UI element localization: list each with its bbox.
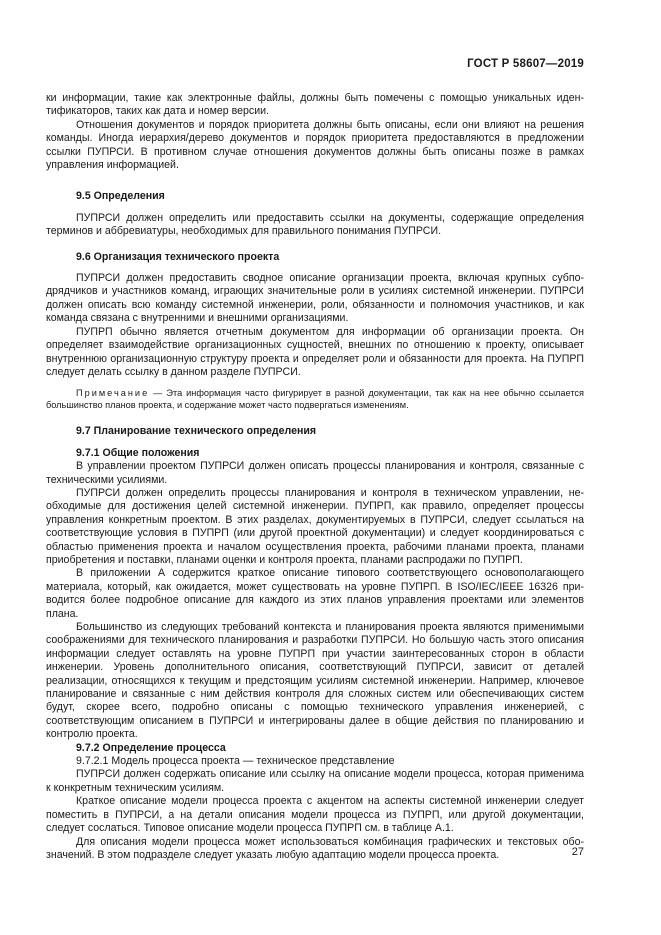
- paragraph: Для описания модели процесса может использоваться комбинация графических и текстовых обозначений. В этом подразделе следует указать любую адаптацию модели процесса проекта.: [46, 835, 584, 861]
- paragraph: ПУПРП обычно является отчетным документом для информации об организации проекта. Он определяет взаимодействие организационных сущностей, внешних по отношению к проекту, описывает внутреннюю организационную структуру проекта и определяет роли и обязанности для проекта. На ПУПРП следует делать ссылку в данном разделе ПУПРСИ.: [46, 325, 584, 378]
- section-heading-9-7: 9.7 Планирование технического определения: [76, 425, 317, 438]
- paragraph: Большинство из следующих требований контекста и планирования проекта являются применимыми соображениями для технического планирования и разработки ПУПРСИ. Но большую часть этого описания информации следует оставлять на уровне ПУПРП при участии заинтересованных сторон в области инженерии. Уровень дополнительного описания, соответствующий ПУПРСИ, зависит от деталей реализации, относящихся к текущим и предстоящим усилиям системной инженерии. Например, ключевое планирование и связанные с ним действия контроля для сложных систем или обеспечивающих систем будут, скорее всего, подробно описаны с помощью технического управления инженерией, с соответствующим описанием в ПУПРСИ и интегрированы далее в общие действия по планированию и контролю проекта.: [46, 621, 584, 741]
- document-code-header: ГОСТ Р 58607—2019: [467, 58, 584, 70]
- section-heading-9-6: 9.6 Организация технического проекта: [76, 250, 280, 263]
- page-number: 27: [571, 846, 584, 858]
- paragraph: ПУПРСИ должен предоставить сводное описание организации проекта, включая крупных субподрядчиков и участников команд, играющих значительные роли в усилиях системной инженерии. ПУПРСИ должен описать всю команду системной инженерии, роли, обязанности и полномочия участников, и как команда связана с внутренними и внешними организациями.: [46, 272, 584, 325]
- paragraph: ки информации, такие как электронные файлы, должны быть помечены с помощью уникальных идентификаторов, таких как дата и номер версии.: [46, 92, 584, 118]
- section-heading-9-5: 9.5 Определения: [76, 190, 165, 203]
- note-text: — Эта информация часто фигурирует в разной документации, так как на нее обычно ссылается большинство планов проекта, и содержание может часто подвергаться изменениям.: [46, 388, 584, 411]
- paragraph: Краткое описание модели процесса проекта с акцентом на аспекты системной инженерии следует поместить в ПУПРСИ, а на детали описания модели процесса из ПУПРП, или другой документации, следует сослаться. Типовое описание модели процесса ПУПРП см. в таблице А.1.: [46, 795, 584, 835]
- paragraph: В приложении А содержится краткое описание типового соответствующего основополагающего материала, который, как ожидается, может существовать на уровне ПУПРП. В ISO/IEC/IEEE 16326 приводится более подробное описание для каждого из этих планов управления проектами или элементов плана.: [46, 567, 584, 620]
- subsubsection-heading-9-7-2-1: 9.7.2.1 Модель процесса проекта — техническое представление: [76, 755, 395, 768]
- paragraph: Отношения документов и порядок приоритета должны быть описаны, если они влияют на решения команды. Иногда иерархия/дерево документов и порядок приоритета предоставляются в предложении ссылки ПУПРСИ. В противном случае отношения документов должны быть описаны позже в рамках управления информацией.: [46, 118, 584, 172]
- paragraph: ПУПРСИ должен определить или предоставить ссылки на документы, содержащие определения терминов и аббревиатуры, необходимых для правильного понимания ПУПРСИ.: [46, 211, 584, 238]
- note-label: Примечание: [76, 388, 150, 399]
- paragraph: ПУПРСИ должен определить процессы планирования и контроля в техническом управлении, необходимые для достижения целей системной инженерии. ПУПРП, как правило, определяет процессы управления конкретным проектом. В этих разделах, документируемых в ПУПРСИ, следует ссылаться на соответствующие условия в ПУПРП (или другой проектной документации) и следует координироваться с областью применения проекта и началом осуществления проекта, рабочими планами проекта, планами приобретения и поставки, планами оценки и контроля проекта, планами распродажи по ПУПРП.: [46, 486, 584, 566]
- document-body: [46, 92, 584, 862]
- note: [46, 387, 584, 411]
- subsection-heading-9-7-2: 9.7.2 Определение процесса: [76, 741, 226, 754]
- subsection-heading-9-7-1: 9.7.1 Общие положения: [76, 446, 200, 459]
- paragraph: В управлении проектом ПУПРСИ должен описать процессы планирования и контроля, связанные с техническими усилиями.: [46, 460, 584, 486]
- paragraph: ПУПРСИ должен содержать описание или ссылку на описание модели процесса, которая применима к конкретным техническим усилиям.: [46, 768, 584, 794]
